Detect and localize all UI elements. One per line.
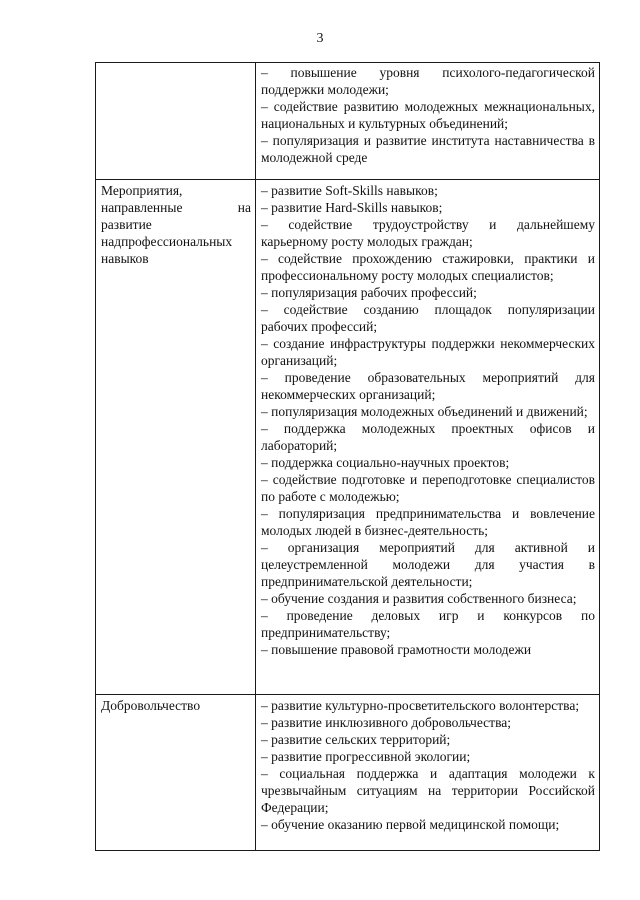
list-item: – развитие культурно-просветительского волонтерства; — [261, 698, 580, 713]
list-item: – содействие развитию молодежных межнациональных, национальных и культурных объединений; — [261, 99, 595, 131]
list-item: – поддержка социально-научных проектов; — [261, 455, 510, 470]
list-item: – популяризация рабочих профессий; — [261, 285, 477, 300]
list-item: – создание инфраструктуры поддержки некоммерческих организаций; — [261, 336, 595, 368]
list-item: – организация мероприятий для активной и целеустремленной молодежи для участия в предпринимательской деятельности; — [261, 540, 595, 589]
items-cell — [256, 63, 600, 180]
list-item: – поддержка молодежных проектных офисов и лабораторий; — [261, 421, 595, 453]
list-item: – проведение деловых игр и конкурсов по предпринимательству; — [261, 608, 595, 640]
category-cell — [96, 63, 256, 180]
program-table — [95, 62, 600, 851]
list-item: – популяризация молодежных объединений и движений; — [261, 404, 588, 419]
list-item: – развитие Hard-Skills навыков; — [261, 200, 443, 215]
list-item: – социальная поддержка и адаптация молодежи к чрезвычайным ситуациям на территории Российской Федерации; — [261, 766, 595, 815]
list-item: – повышение уровня психолого-педагогической поддержки молодежи; — [261, 65, 595, 97]
list-item: – содействие трудоустройству и дальнейшему карьерному росту молодых граждан; — [261, 217, 595, 249]
list-item: – популяризация предпринимательства и вовлечение молодых людей в бизнес-деятельность; — [261, 506, 595, 538]
list-item: – развитие Soft-Skills навыков; — [261, 183, 438, 198]
list-item: – обучение создания и развития собственного бизнеса; — [261, 591, 577, 606]
items-cell — [256, 180, 600, 695]
list-item: – обучение оказанию первой медицинской помощи; — [261, 817, 560, 832]
category-cell: Добровольчество — [96, 695, 256, 851]
list-item: – развитие инклюзивного добровольчества; — [261, 715, 512, 730]
list-item: – развитие прогрессивной экологии; — [261, 749, 471, 764]
table-row — [96, 180, 600, 695]
list-item: – повышение правовой грамотности молодежи — [261, 642, 532, 657]
list-item: – содействие созданию площадок популяризации рабочих профессий; — [261, 302, 595, 334]
page-number: 3 — [316, 31, 324, 46]
list-item: – содействие прохождению стажировки, практики и профессиональному росту молодых специалистов; — [261, 251, 595, 283]
list-item: – содействие подготовке и переподготовке специалистов по работе с молодежью; — [261, 472, 595, 504]
list-item: – популяризация и развитие института наставничества в молодежной среде — [261, 133, 595, 165]
list-item: – проведение образовательных мероприятий для некоммерческих организаций; — [261, 370, 595, 402]
table-row — [96, 695, 600, 851]
items-cell — [256, 695, 600, 851]
list-item: – развитие сельских территорий; — [261, 732, 451, 747]
table-row — [96, 63, 600, 180]
category-cell: Мероприятия, направленные на развитие надпрофессиональных навыков — [96, 180, 256, 695]
